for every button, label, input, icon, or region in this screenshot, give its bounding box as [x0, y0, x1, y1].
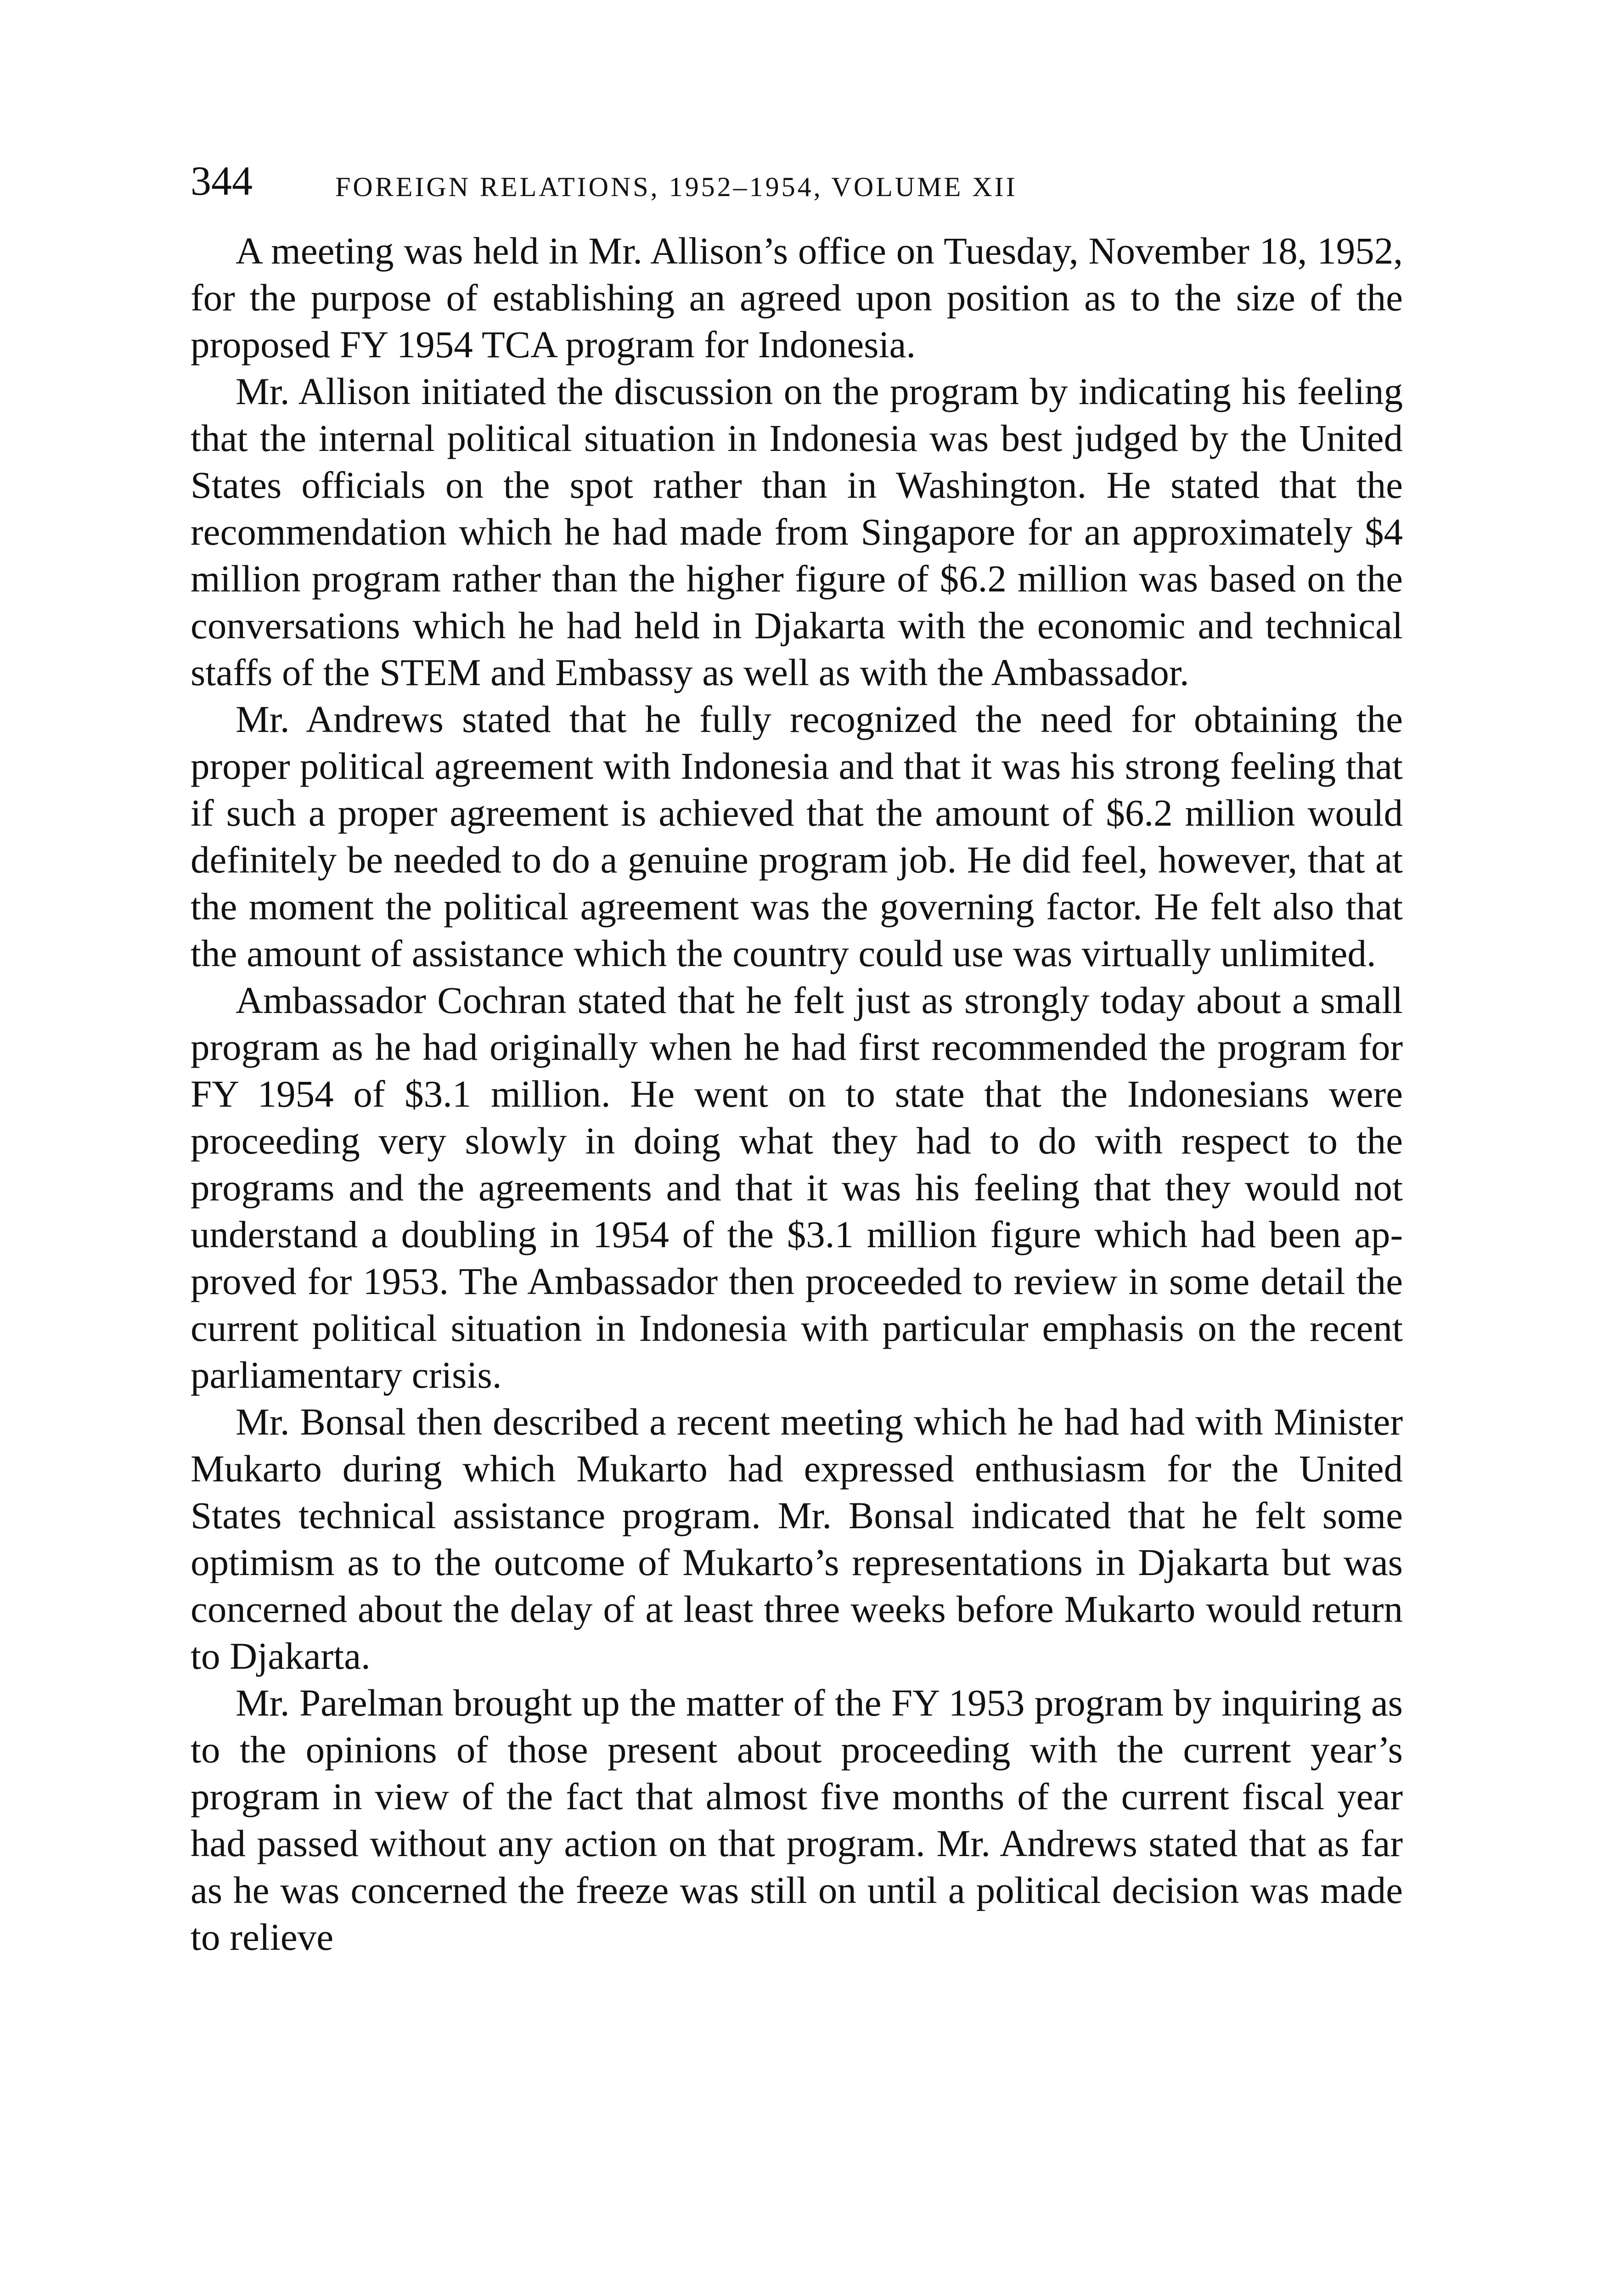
document-page [191, 158, 1403, 1960]
paragraph-parelman-statement: Mr. Parelman brought up the matter of the FY 1953 program by inquiring as to the opinions of those present about proceeding with the current year’s program in view of the fact that almost five months of the current fiscal year had passed without any action on that program. Mr. Andrews stated that as far as he was concerned the freeze was still on until a political decision was made to relieve [191, 1682, 1403, 1958]
page-number: 344 [191, 158, 253, 204]
running-head-title: FOREIGN RELATIONS, 1952–1954, VOLUME XII [335, 172, 1018, 202]
body-text [191, 227, 1403, 1960]
running-head [191, 158, 1403, 227]
paragraph-andrews-statement: Mr. Andrews stated that he fully recognized the need for obtaining the proper political agreement with Indonesia and that it was his strong feeling that if such a proper agreement is achieved that the amount of $6.2 million would definitely be needed to do a genuine program job. He did feel, however, that at the moment the political agreement was the governing factor. He felt also that the amount of assistance which the country could use was virtually unlimited. [191, 698, 1403, 974]
paragraph-bonsal-statement: Mr. Bonsal then described a recent meeting which he had had with Minister Mukarto during which Mukarto had expressed enthusiasm for the United States technical assistance program. Mr. Bonsal indicated that he felt some optimism as to the outcome of Mukarto’s representations in Djakarta but was concerned about the delay of at least three weeks before Mukarto would return to Djakarta. [191, 1401, 1403, 1677]
paragraph-allison-discussion: Mr. Allison initiated the discussion on the program by indicating his feeling that the internal political situation in Indonesia was best judged by the United States officials on the spot rather than in Washington. He stated that the recommendation which he had made from Singapore for an approximately $4 million program rather than the higher figure of $6.2 million was based on the conversations which he had held in Djakarta with the economic and technical staffs of the STEM and Embassy as well as with the Ambassador. [191, 370, 1403, 693]
paragraph-cochran-statement: Ambassador Cochran stated that he felt just as strongly today about a small program as he had originally when he had first recommended the program for FY 1954 of $3.1 million. He went on to state that the Indonesians were proceeding very slowly in doing what they had to do with respect to the programs and the agreements and that it was his feeling that they would not understand a doubling in 1954 of the $3.1 million figure which had been approved for 1953. The Ambassador then proceeded to review in some detail the current political situation in Indonesia with particular emphasis on the recent parliamentary crisis. [191, 979, 1403, 1396]
paragraph-meeting-held: A meeting was held in Mr. Allison’s office on Tuesday, November 18, 1952, for the purpose of establishing an agreed upon position as to the size of the proposed FY 1954 TCA program for Indonesia. [191, 230, 1403, 366]
